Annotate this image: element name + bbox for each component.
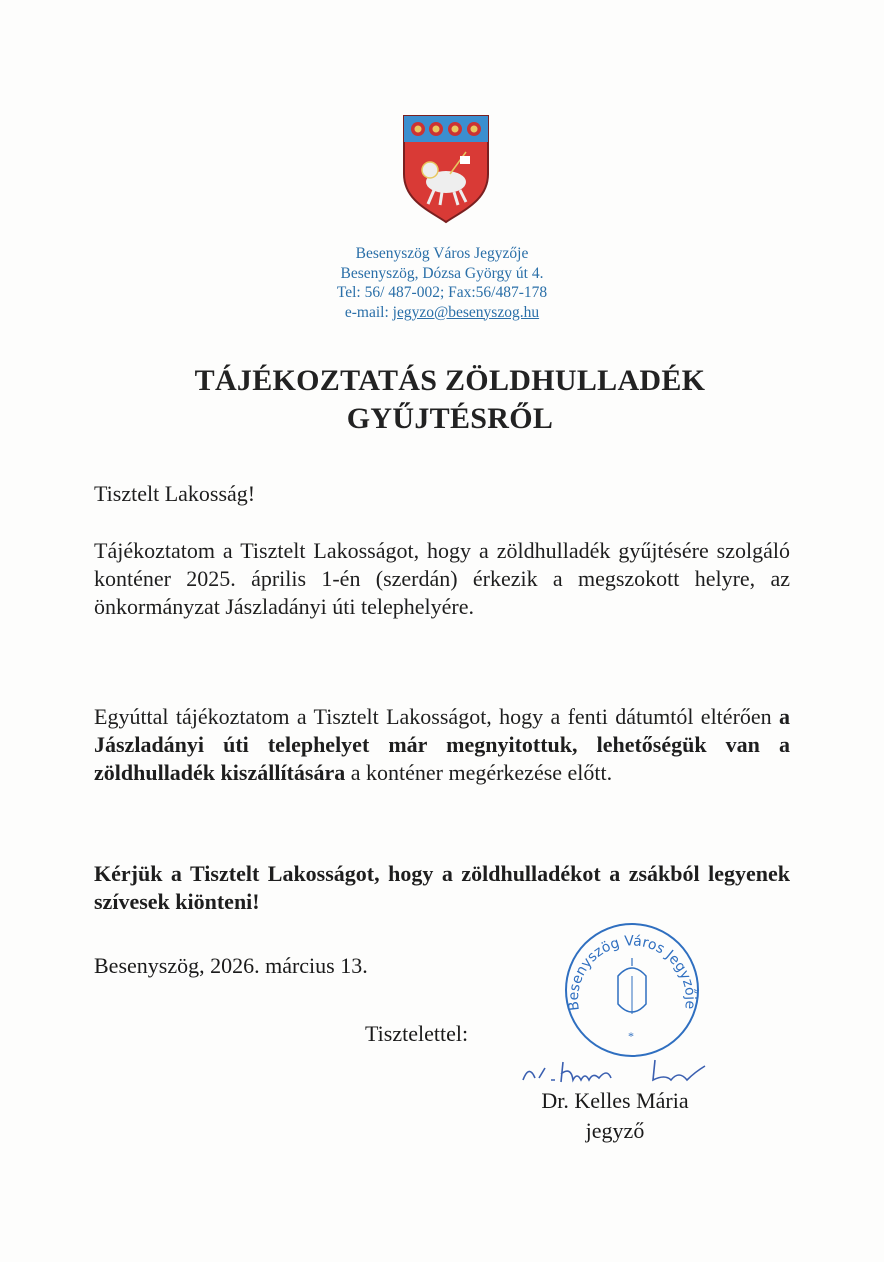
official-stamp-icon bbox=[552, 918, 712, 1060]
signer-title: jegyző bbox=[585, 1118, 645, 1143]
office-address: Besenyszög, Dózsa György út 4. bbox=[340, 264, 544, 282]
letterhead bbox=[0, 244, 884, 322]
paragraph-1: Tájékoztatom a Tisztelt Lakosságot, hogy a zöldhulladék gyűjtésére szolgáló konténer 2025. április 1-én (szerdán) érkezik a megszokott helyre, az önkormányzat Jászladányi úti telephelyére. bbox=[94, 538, 790, 619]
paragraph-2-end: a konténer megérkezése előtt. bbox=[345, 760, 613, 785]
email-label: e-mail: bbox=[344, 303, 393, 321]
signer-name: Dr. Kelles Mária bbox=[541, 1088, 689, 1113]
coat-of-arms-icon bbox=[400, 112, 492, 224]
greeting: Tisztelt Lakosság! bbox=[94, 481, 256, 506]
office-name: Besenyszög Város Jegyzője bbox=[355, 245, 529, 262]
paragraph-2-start: Egyúttal tájékoztatom a Tisztelt Lakosságot, hogy a fenti dátumtól eltérően bbox=[94, 704, 779, 729]
paragraph-2 bbox=[94, 703, 790, 787]
paragraph-3-request: Kérjük a Tisztelt Lakosságot, hogy a zöldhulladékot a zsákból legyenek szívesek kiönteni! bbox=[94, 861, 790, 914]
handwritten-signature bbox=[515, 1050, 745, 1090]
signer-block bbox=[500, 1086, 730, 1146]
email-link[interactable]: jegyzo@besenyszog.hu bbox=[392, 303, 540, 321]
svg-text:*: * bbox=[628, 1029, 634, 1043]
paragraph-2-bold: a Jászladányi úti telephelyet már megnyitottuk, lehetőségük van a zöldhulladék kiszállítására bbox=[94, 704, 790, 785]
title-line-1: TÁJÉKOZTATÁS ZÖLDHULLADÉK bbox=[194, 364, 706, 397]
email-line bbox=[0, 303, 884, 323]
phone-fax: Tel: 56/ 487-002; Fax:56/487-178 bbox=[336, 284, 548, 301]
title-line-2: GYŰJTÉSRŐL bbox=[346, 402, 554, 435]
place-date: Besenyszög, 2026. március 13. bbox=[94, 953, 368, 978]
document-title bbox=[0, 362, 884, 438]
closing: Tisztelettel: bbox=[365, 1021, 469, 1046]
stamp-text: Besenyszög Város Jegyzője bbox=[565, 933, 699, 1012]
